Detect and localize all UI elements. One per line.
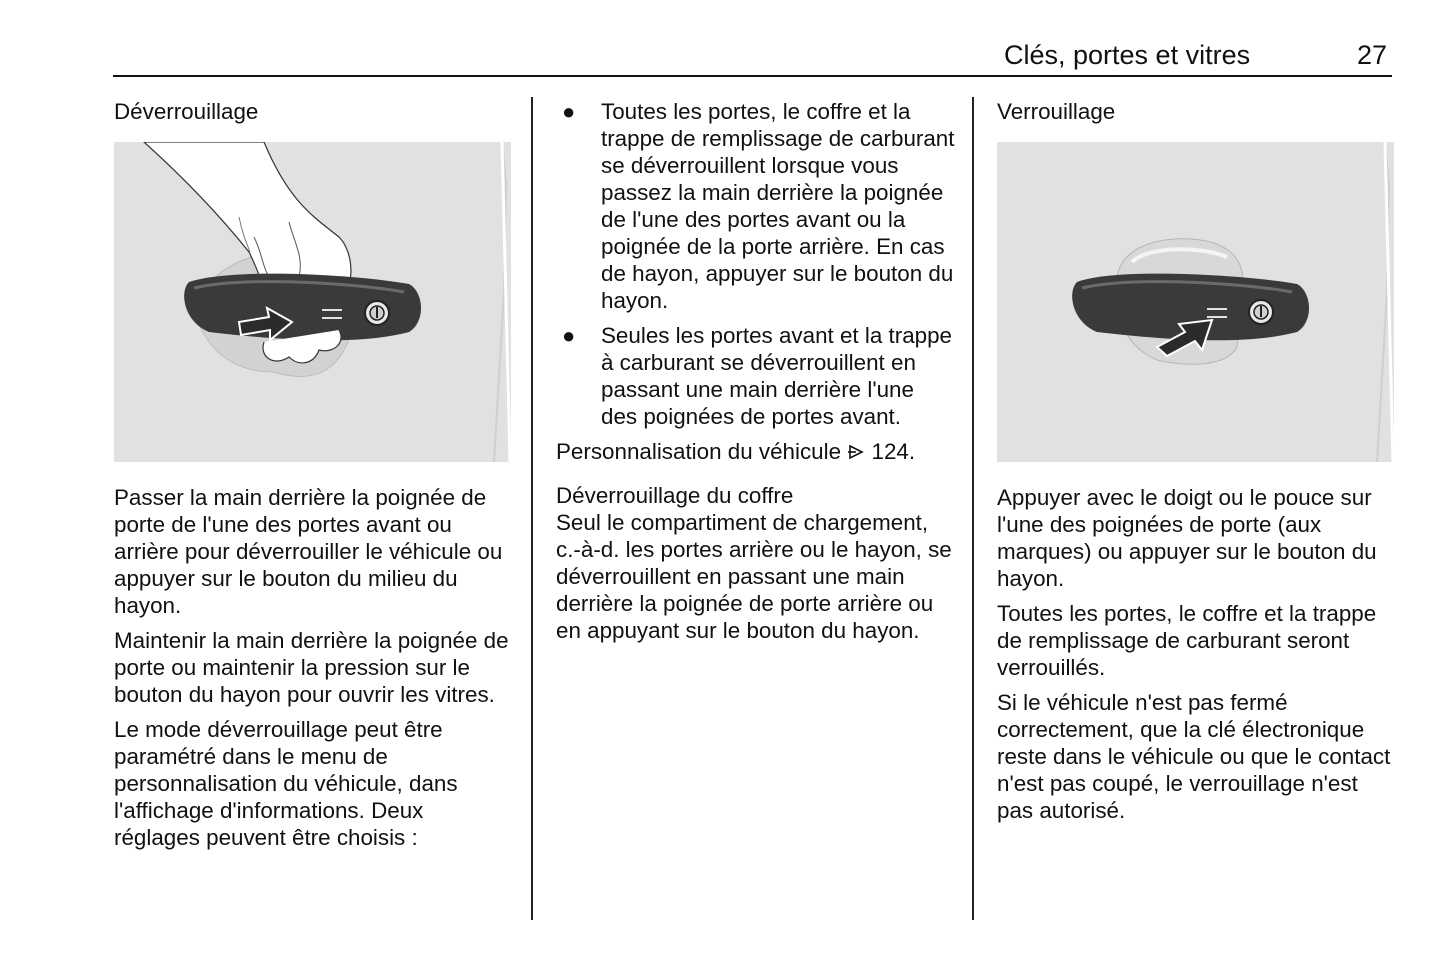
- list-item-text: Toutes les portes, le coffre et la trappe de remplissage de carburant se déverrouillent lorsque vous passez la main derrière la poignée de l'une des portes avant ou la poignée de la porte arrière. En cas de hayon, appuyer sur le bouton du hayon.: [601, 99, 955, 313]
- bullet-icon: ●: [562, 323, 576, 348]
- paragraph: Toutes les portes, le coffre et la trappe de remplissage de carburant seront verrouillés.: [997, 601, 1377, 680]
- list-item-text: Seules les portes avant et la trappe à carburant se déverrouillent en passant une main derrière l'une des poignées de portes avant.: [601, 323, 953, 429]
- bullet-icon: ●: [562, 99, 576, 124]
- paragraph: Passer la main derrière la poignée de porte de l'une des portes avant ou arrière pour déverrouiller le véhicule ou appuyer sur le bouton du milieu du hayon.: [114, 485, 503, 618]
- page-reference-arrow-icon: [847, 444, 865, 460]
- personalisation-text: Personnalisation du véhicule: [556, 439, 842, 464]
- section-heading-trunk-unlock: Déverrouillage du coffre: [556, 483, 794, 508]
- paragraph: Seul le compartiment de chargement, c.-à-d. les portes arrière ou le hayon, se déverrouillent en passant une main derrière la poignée de porte arrière ou en appuyant sur le bouton du hayon.: [556, 510, 952, 643]
- column-options: [556, 98, 956, 652]
- paragraph: Le mode déverrouillage peut être paramétré dans le menu de personnalisation du véhicule, dans l'affichage d'informations. Deux réglages peuvent être choisis :: [114, 717, 458, 850]
- unlock-handle-illustration: [114, 142, 511, 462]
- header-rule: [113, 75, 1392, 77]
- running-header-title: Clés, portes et vitres: [1004, 40, 1251, 70]
- unlock-options-list: [556, 98, 956, 430]
- list-item: [556, 98, 956, 314]
- lock-handle-illustration: [997, 142, 1394, 462]
- column-locking: [997, 98, 1397, 832]
- paragraph: Si le véhicule n'est pas fermé correctement, que la clé électronique reste dans le véhicule ou que le contact n'est pas coupé, le verrouillage n'est pas autorisé.: [997, 690, 1391, 823]
- list-item: [556, 322, 956, 430]
- page-reference-link[interactable]: 124.: [871, 439, 916, 464]
- page-number: 27: [1357, 40, 1388, 70]
- column-divider-1: [531, 97, 533, 920]
- section-heading-unlocking: Déverrouillage: [114, 99, 259, 124]
- section-heading-locking: Verrouillage: [997, 99, 1116, 124]
- paragraph: Maintenir la main derrière la poignée de porte ou maintenir la pression sur le bouton du hayon pour ouvrir les vitres.: [114, 628, 509, 707]
- personalisation-reference: [556, 438, 956, 465]
- column-unlocking: [114, 98, 514, 859]
- column-divider-2: [972, 97, 974, 920]
- paragraph: Appuyer avec le doigt ou le pouce sur l'une des poignées de porte (aux marques) ou appuyer sur le bouton du hayon.: [997, 485, 1377, 591]
